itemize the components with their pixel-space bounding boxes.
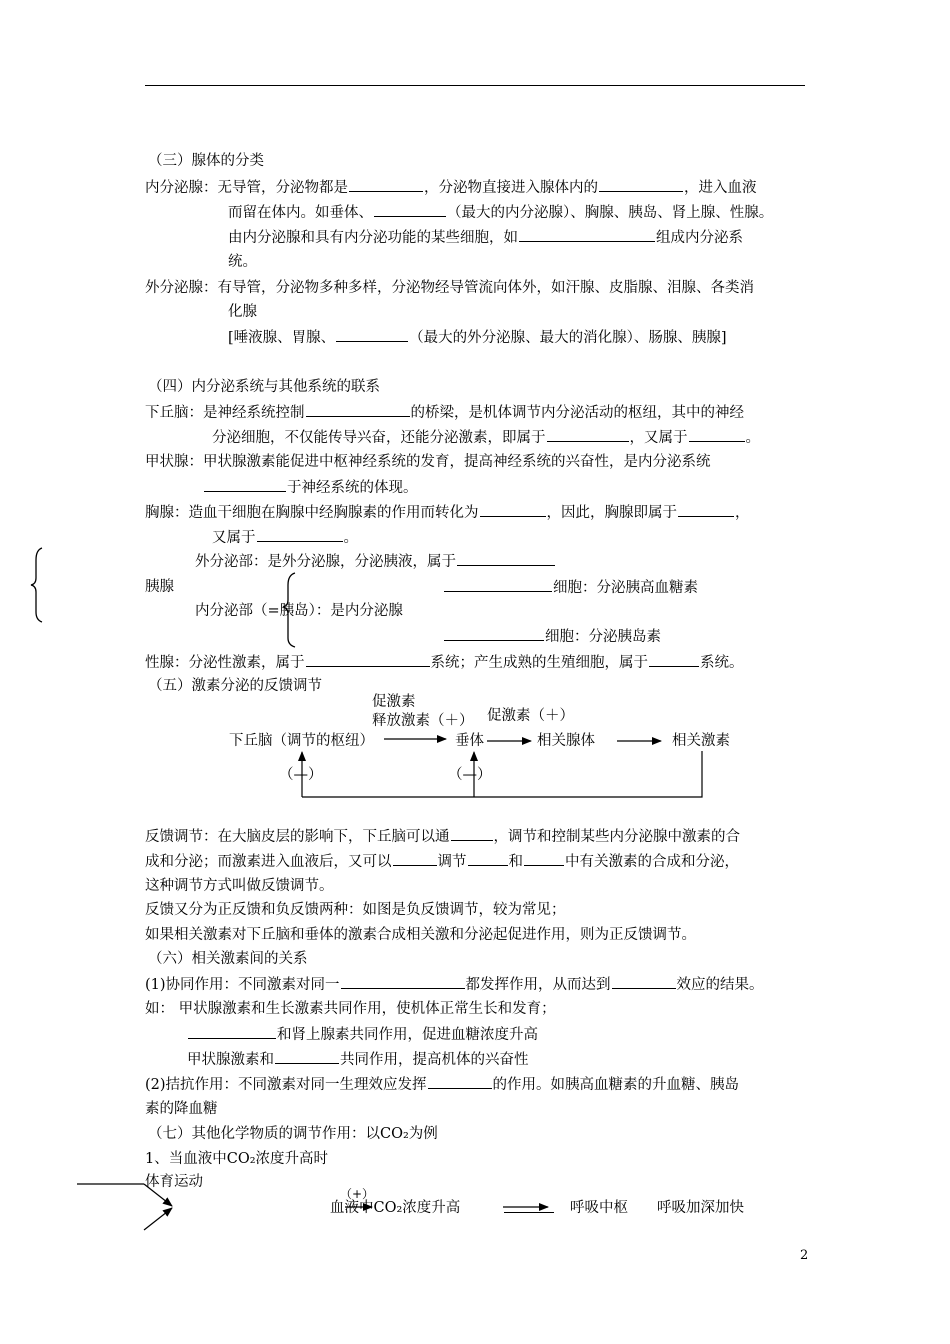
thyroid-line-2: 于神经系统的体现。 [203, 477, 418, 498]
co2-center: 呼吸中枢 [570, 1200, 628, 1216]
hypothalamus-line-1: 下丘脑：是神经系统控制 的桥梁，是机体调节内分泌活动的枢纽，其中的神经 [145, 402, 744, 423]
left-brace [31, 548, 42, 622]
feedback-line-5: 如果相关激素对下丘脑和垂体的激素合成相关激和分泌起促进作用，则为正反馈调节。 [145, 927, 696, 943]
thymus-line-2: 又属于 。 [212, 527, 358, 548]
endocrine-line-3: 由内分泌腺和具有内分泌功能的某些细胞，如 组成内分泌系 [228, 227, 743, 248]
hypothalamus-line-2: 分泌细胞，不仅能传导兴奋，还能分泌激素，即属于 ，又属于 。 [212, 427, 760, 448]
thyroid-line-1: 甲状腺：甲状腺激素能促进中枢神经系统的发育，提高神经系统的兴奋性，是内分泌系统 [145, 454, 711, 470]
feedback-loop [302, 751, 702, 797]
feedback-line-3: 这种调节方式叫做反馈调节。 [145, 878, 334, 894]
example-line-3: 甲状腺激素和 共同作用，提高机体的兴奋性 [187, 1049, 529, 1070]
tsh-label: 促激素（＋） [487, 708, 574, 724]
hypothalamus-node: 下丘脑（调节的枢纽） [229, 733, 374, 749]
endocrine-line-4: 统。 [228, 254, 257, 270]
co2-resp: 呼吸加深加快 [657, 1200, 744, 1216]
co2-heading: 1、当血液中CO₂浓度升高时 [145, 1151, 329, 1167]
pancreas-label: 胰腺 [145, 579, 174, 595]
exocrine-line-1: 外分泌腺：有导管，分泌物多种多样，分泌物经导管流向体外，如汗腺、皮脂腺、泪腺、各类消 [145, 280, 754, 296]
feedback-line-4: 反馈又分为正反馈和负反馈两种：如图是负反馈调节，较为常见； [145, 902, 566, 918]
exocrine-line-3: [唾液腺、胃腺、 （最大的外分泌腺、最大的消化腺）、肠腺、胰腺] [228, 327, 727, 348]
co2-rise: 血液中CO₂浓度升高 [330, 1200, 461, 1216]
negative-label-2: （—） [448, 767, 492, 783]
hormone-node: 相关激素 [672, 733, 730, 749]
antagonism-line-2: 素的降血糖 [145, 1101, 218, 1117]
section-3-title: （三）腺体的分类 [148, 153, 264, 169]
co2-sport: 体育运动 [145, 1174, 203, 1190]
feedback-line-1: 反馈调节：在大脑皮层的影响下，下丘脑可以通 ，调节和控制某些内分泌腺中激素的合 [145, 826, 740, 847]
co2-slant-up [144, 1208, 172, 1230]
pancreas-exocrine: 外分泌部：是外分泌腺，分泌胰液，属于 [195, 551, 556, 572]
pancreas-endocrine: 内分泌部（=胰岛）：是内分泌腺 [195, 603, 403, 619]
pancreas-brace [283, 573, 295, 647]
section-7-title: （七）其他化学物质的调节作用：以CO₂为例 [148, 1126, 438, 1142]
negative-label-1: （—） [279, 767, 323, 783]
example-line-1: 如： 甲状腺激素和生长激素共同作用，使机体正常生长和发育； [145, 1001, 556, 1017]
pituitary-node: 垂体 [455, 733, 484, 749]
exocrine-line-2: 化腺 [228, 304, 257, 320]
alpha-cell-line: 细胞：分泌胰高血糖素 [443, 577, 698, 598]
synergy-line: (1)协同作用：不同激素对同一 都发挥作用，从而达到 效应的结果。 [145, 974, 764, 995]
trh-label-2: 释放激素（＋） [372, 713, 474, 729]
antagonism-line-1: (2)拮抗作用：不同激素对同一生理效应发挥 的作用。如胰高血糖素的升血糖、胰岛 [145, 1074, 739, 1095]
feedback-line-2: 成和分泌；而激素进入血液后，又可以 调节 和 中有关激素的合成和分泌， [145, 851, 739, 872]
co2-slant-down [144, 1184, 172, 1206]
section-4-title: （四）内分泌系统与其他系统的联系 [148, 379, 380, 395]
gonad-line: 性腺：分泌性激素，属于 系统；产生成熟的生殖细胞，属于 系统。 [145, 652, 744, 673]
thymus-line-1: 胸腺：造血干细胞在胸腺中经胸腺素的作用而转化为 ，因此，胸腺即属于 ， [145, 502, 750, 523]
gland-node: 相关腺体 [537, 733, 595, 749]
section-6-title: （六）相关激素间的关系 [148, 951, 308, 967]
example-line-2: 和肾上腺素共同作用，促进血糖浓度升高 [187, 1024, 538, 1045]
endocrine-line-1: 内分泌腺：无导管，分泌物都是 ，分泌物直接进入腺体内的 ，进入血液 [145, 177, 757, 198]
endocrine-line-2: 而留在体内。如垂体、 （最大的内分泌腺）、胸腺、胰岛、肾上腺、性腺。 [228, 202, 773, 223]
section-5-title: （五）激素分泌的反馈调节 [148, 678, 322, 694]
co2-plus: （+） [340, 1187, 375, 1201]
trh-label-1: 促激素 [372, 694, 416, 710]
page-number: 2 [800, 1248, 809, 1263]
beta-cell-line: 细胞：分泌胰岛素 [443, 626, 661, 647]
